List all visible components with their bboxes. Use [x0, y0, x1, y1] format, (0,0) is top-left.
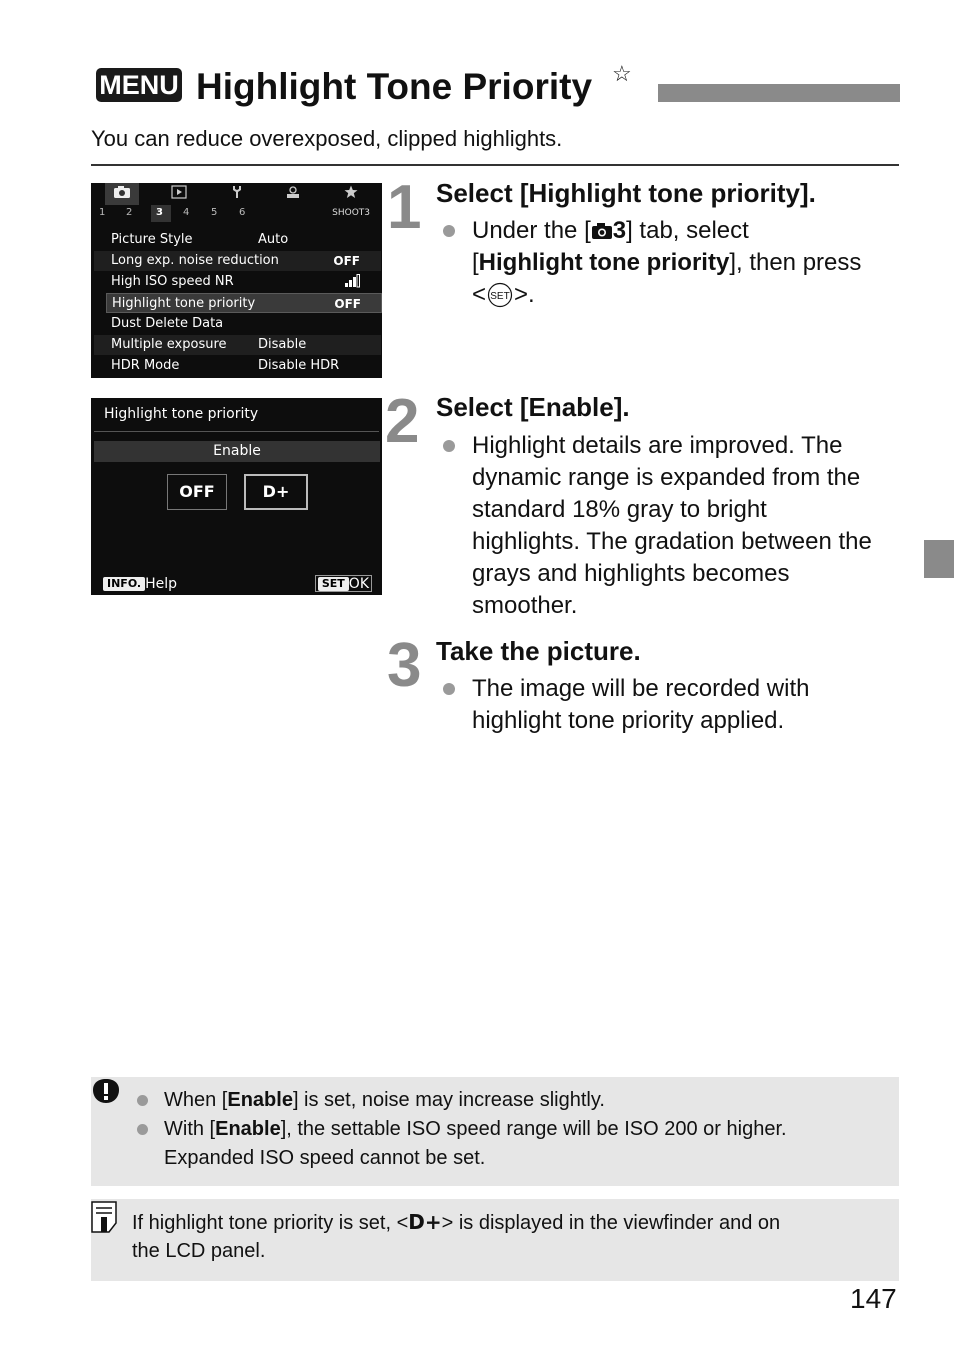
- tab-number: 4: [183, 207, 190, 218]
- menu-row: [94, 251, 381, 271]
- caution-box: [91, 1077, 899, 1186]
- title-divider: [91, 164, 899, 166]
- text: <: [472, 281, 487, 308]
- bullet-icon: [137, 1095, 148, 1106]
- text-line: grays and highlights becomes: [472, 560, 790, 587]
- caution-icon: [91, 1077, 121, 1112]
- menu-row-value: OFF: [333, 254, 360, 268]
- menu-row-label: High ISO speed NR: [111, 274, 234, 289]
- screen-title: Highlight tone priority: [104, 406, 259, 422]
- step-number: 1: [387, 173, 422, 242]
- camera-menu-screenshot: [91, 183, 382, 378]
- ok-label: OK: [348, 576, 369, 592]
- bullet-icon: [443, 683, 455, 695]
- play-icon: [171, 185, 187, 203]
- set-key: SET: [318, 577, 349, 591]
- step-heading: Select [Highlight tone priority].: [436, 178, 816, 208]
- step-number: 2: [385, 387, 420, 456]
- menu-row-value: Auto: [258, 232, 289, 247]
- text: With [: [164, 1118, 216, 1140]
- menu-row: [94, 314, 381, 334]
- info-key: INFO.: [103, 577, 145, 591]
- intro-text: You can reduce overexposed, clipped highlights.: [91, 126, 563, 151]
- screen-divider: [94, 431, 379, 432]
- text-line: standard 18% gray to bright: [472, 496, 767, 523]
- text: > is displayed in the viewfinder and on: [441, 1212, 781, 1234]
- custom-icon: [285, 185, 301, 203]
- highlight-setting-screenshot: [91, 398, 382, 595]
- menu-row-value: OFF: [334, 297, 361, 311]
- menu-row: [94, 356, 381, 376]
- d-plus-symbol: D+: [408, 1210, 442, 1234]
- shoot-tab-label: SHOOT3: [332, 208, 370, 218]
- caution-line: [164, 1115, 787, 1144]
- menu-row-label: Multiple exposure: [111, 337, 227, 352]
- text-bold: Enable: [215, 1118, 281, 1140]
- tab-number: 2: [126, 207, 133, 218]
- text: Under the [: [472, 217, 591, 244]
- current-setting: Enable: [94, 441, 380, 462]
- wrench-icon: [230, 185, 244, 203]
- set-button-icon: [486, 281, 514, 308]
- tab-number: 1: [99, 207, 106, 218]
- text-bold: Enable: [227, 1089, 293, 1111]
- memo-icon: [91, 1201, 117, 1238]
- tab-number: 5: [211, 207, 218, 218]
- star-icon: [344, 185, 358, 203]
- menu-row: [94, 272, 381, 292]
- memo-line: [132, 1208, 780, 1238]
- step-number: 3: [387, 631, 422, 700]
- bullet-icon: [137, 1124, 148, 1135]
- menu-item-name: Highlight tone priority: [478, 249, 730, 276]
- bullet-icon: [443, 440, 455, 452]
- bullet-icon: [443, 225, 455, 237]
- menu-row-label: Picture Style: [111, 232, 193, 247]
- text-line: dynamic range is expanded from the: [472, 464, 861, 491]
- step-body: [472, 430, 912, 622]
- chapter-side-tab: [924, 540, 954, 578]
- tab-number-selected: 3: [156, 207, 163, 218]
- memo-box: [91, 1199, 899, 1281]
- camera-icon: [113, 185, 131, 203]
- text-line: The image will be recorded with: [472, 675, 810, 702]
- text-line: Highlight details are improved. The: [472, 432, 843, 459]
- text: ], the settable ISO speed range will be ISO 200 or higher.: [280, 1118, 787, 1140]
- menu-row-value: Disable HDR: [258, 358, 340, 373]
- menu-row-selected: [106, 293, 382, 313]
- page-number: 147: [850, 1283, 897, 1314]
- tab-number: 3: [612, 217, 627, 244]
- title-bar-decoration: [658, 84, 900, 102]
- text: [: [472, 249, 479, 276]
- info-help: [103, 575, 177, 593]
- text: If highlight tone priority is set, <: [132, 1212, 409, 1234]
- step-body: [472, 215, 902, 311]
- menu-row-label: Dust Delete Data: [111, 316, 224, 331]
- memo-line: the LCD panel.: [132, 1240, 266, 1262]
- tab-number: 6: [239, 207, 246, 218]
- step-heading: Take the picture.: [436, 636, 641, 666]
- menu-row: [94, 230, 381, 250]
- menu-row-label: Long exp. noise reduction: [111, 253, 279, 268]
- text: When [: [164, 1089, 228, 1111]
- text: >.: [514, 281, 535, 308]
- menu-row-label: Highlight tone priority: [112, 296, 256, 311]
- step-body: [472, 673, 902, 737]
- menu-row: [94, 335, 381, 355]
- text-line: highlights. The gradation between the: [472, 528, 872, 555]
- set-ok: [315, 575, 372, 592]
- svg-text:SET: SET: [490, 291, 510, 302]
- option-off: OFF: [167, 474, 227, 510]
- caution-line: Expanded ISO speed cannot be set.: [164, 1147, 486, 1169]
- text-line: smoother.: [472, 592, 578, 619]
- menu-row-label: HDR Mode: [111, 358, 180, 373]
- text-line: highlight tone priority applied.: [472, 707, 785, 734]
- text: ] is set, noise may increase slightly.: [292, 1089, 605, 1111]
- advanced-star-icon: ☆: [612, 61, 632, 86]
- menu-badge-icon: MENU: [96, 68, 182, 102]
- caution-line: [164, 1086, 605, 1115]
- camera-icon: [591, 217, 613, 244]
- page-title: Highlight Tone Priority: [196, 66, 593, 107]
- menu-row-value: Disable: [258, 337, 307, 352]
- help-label: Help: [145, 576, 178, 592]
- text: ], then press: [729, 249, 862, 276]
- text: ] tab, select: [626, 217, 749, 244]
- option-d-plus: D+: [244, 474, 308, 510]
- noise-level-icon: [344, 272, 360, 292]
- step-heading: Select [Enable].: [436, 392, 630, 422]
